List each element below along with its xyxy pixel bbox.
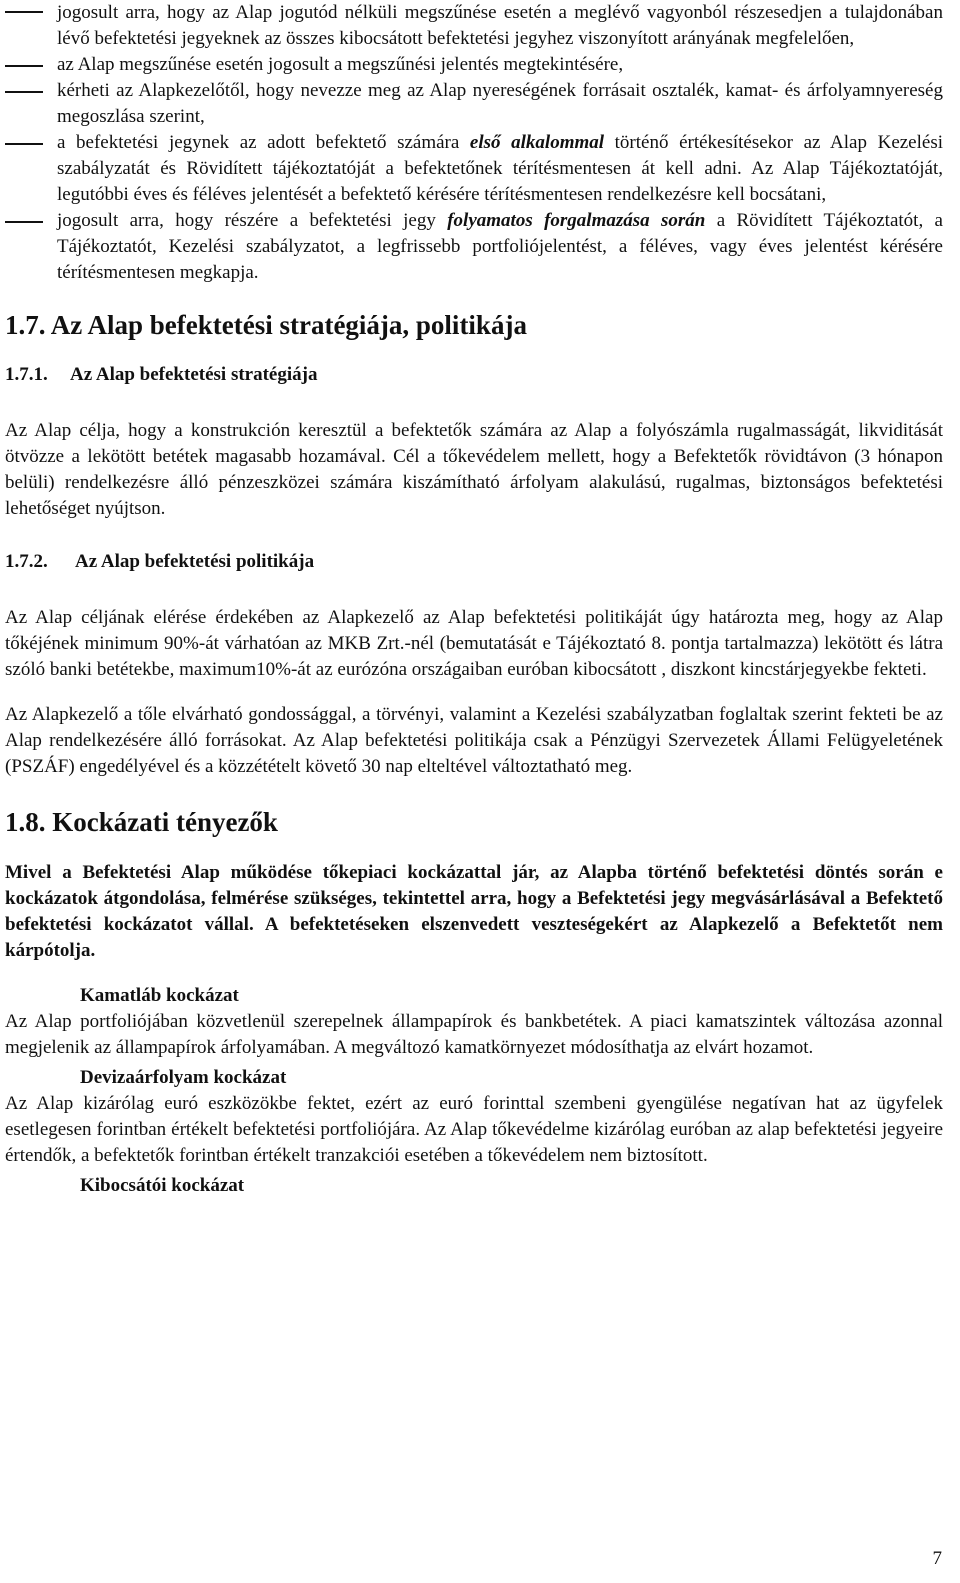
section-heading-1-8: 1.8. Kockázati tényezők	[5, 807, 278, 837]
strategy-paragraph: Az Alap célja, hogy a konstrukción keresztül a befektetők számára az Alap a folyószámla rugalmasságát, likviditását ötvözze a lekötött betétek magasabb hozamával. Cél a tőkevédelem mellett, hogy a Befektetők rövidtávon (3 hónapon belüli) rendelkezésre álló pénzeszközei számára kiszámítható árfolyam alakulású, rugalmas, biztonságos befektetési lehetőséget nyújtson.	[5, 420, 943, 519]
bullet-text	[57, 130, 943, 208]
dash-bullet-icon	[5, 65, 43, 67]
page-number: 7	[932, 1548, 942, 1569]
emphasis-text: folyamatos forgalmazása során	[447, 210, 706, 231]
bullet-text-part: a befektetési jegynek az adott befektető számára	[57, 132, 470, 153]
bullet-text-part: történő értékesítésekor az Alap Kezelési szabályzatát és Rövidített tájékoztatóját a befektetőnek térítésmentesen át kell adni. Az Alap Tájékoztatóját, legutóbbi éves és féléves jelentését a befektető kérésére térítésmentesen rendelkezésre kell bocsátani,	[57, 132, 943, 205]
bullet-text-part: jogosult arra, hogy részére a befektetési jegy	[57, 210, 448, 231]
bullet-text: jogosult arra, hogy az Alap jogutód nélküli megszűnése esetén a meglévő vagyonból részesedjen a tulajdonában lévő befektetési jegyeknek az összes kibocsátott befektetési jegyhez viszonyított arányának megfelelően,	[57, 2, 943, 49]
dash-bullet-icon	[5, 91, 43, 93]
policy-paragraph-2: Az Alapkezelő a tőle elvárható gondossággal, a törvényi, valamint a Kezelési szabályzatban foglaltak szerint fekteti be az Alap rendelkezésére álló forrásokat. Az Alap befektetési politikája csak a Pénzügyi Szervezetek Állami Felügyeletének (PSZÁF) engedélyével és a közzétételt követő 30 nap elteltével változtatható meg.	[5, 704, 943, 777]
emphasis-text: első alkalommal	[469, 132, 605, 153]
rights-bullet-list	[5, 0, 943, 286]
risk-text-interest-rate: Az Alap portfoliójában közvetlenül szerepelnek állampapírok és bankbetétek. A piaci kamatszintek változása azonnal megjelenik az állampapírok árfolyamában. A megváltozó kamatkörnyezet módosíthatja az elvárt hozamot.	[5, 1011, 943, 1058]
list-item	[5, 130, 943, 208]
dash-bullet-icon	[5, 11, 43, 13]
risk-heading-interest-rate: Kamatláb kockázat	[80, 985, 239, 1006]
list-item	[5, 78, 943, 130]
risk-heading-fx: Devizaárfolyam kockázat	[80, 1067, 287, 1088]
bullet-text: az Alap megszűnése esetén jogosult a megszűnési jelentés megtekintésére,	[57, 54, 624, 75]
risk-text-fx: Az Alap kizárólag euró eszközökbe fektet, ezért az euró forinttal szembeni gyengülése negatívan hat az ügyfelek esetlegesen forintban értékelt befektetési portfoliójára. Az Alap tőkevédelme kizárólag euróban az alap befektetési jegyeire értendők, a befektetők forintban értékelt tranzakciói esetében a tőkevédelem nem biztosított.	[5, 1093, 943, 1166]
bullet-text	[57, 208, 943, 286]
list-item	[5, 0, 943, 52]
bullet-text-part: a Rövidített Tájékoztatót, a Tájékoztatót, Kezelési szabályzatot, a legfrissebb portfoliójelentést, a féléves, vagy éves jelentést kérésére térítésmentesen megkapja.	[57, 210, 943, 283]
subsection-heading-1-7-2	[5, 549, 943, 575]
section-heading-1-7: 1.7. Az Alap befektetési stratégiája, politikája	[5, 310, 527, 340]
list-item	[5, 208, 943, 286]
subsection-title: Az Alap befektetési politikája	[75, 551, 315, 572]
subsection-title: Az Alap befektetési stratégiája	[70, 364, 318, 385]
risk-intro-paragraph: Mivel a Befektetési Alap működése tőkepiaci kockázattal jár, az Alapba történő befektetési döntés során e kockázatok átgondolása, felmérése szükséges, tekintettel arra, hogy a Befektetési jegy megvásárlásával a Befektető befektetési kockázatot vállal. A befektetéseken elszenvedett veszteségekért az Alapkezelő a Befektetőt nem kárpótolja.	[5, 862, 943, 961]
list-item	[5, 52, 943, 78]
dash-bullet-icon	[5, 221, 43, 223]
policy-paragraph-1: Az Alap céljának elérése érdekében az Alapkezelő az Alap befektetési politikáját úgy határozta meg, hogy az Alap tőkéjének minimum 90%-át várhatóan az MKB Zrt.-nél (bemutatását e Tájékoztató 8. pontja tartalmazza) lekötött és látra szóló banki betétekbe, maximum10%-át az eurózóna országaiban euróban kibocsátott , diszkont kincstárjegyekbe fekteti.	[5, 607, 943, 680]
subsection-number: 1.7.1.	[5, 364, 48, 385]
bullet-text: kérheti az Alapkezelőtől, hogy nevezze meg az Alap nyereségének forrásait osztalék, kamat- és árfolyamnyereség megoszlása szerint,	[57, 80, 943, 127]
subsection-number: 1.7.2.	[5, 551, 48, 572]
subsection-heading-1-7-1	[5, 362, 943, 388]
dash-bullet-icon	[5, 143, 43, 145]
document-page	[5, 0, 943, 1199]
risk-heading-issuer: Kibocsátói kockázat	[80, 1175, 245, 1196]
